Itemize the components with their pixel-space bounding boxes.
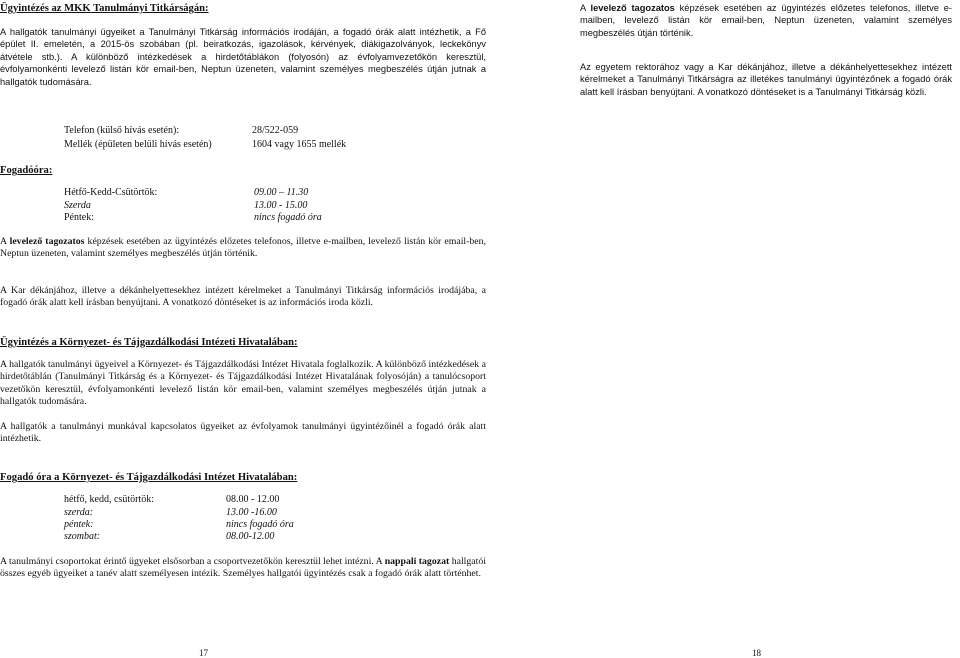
section-heading-mkk: Ügyintézés az MKK Tanulmányi Titkárságán: bbox=[0, 3, 209, 14]
emphasis-text: levelező tagozatos bbox=[590, 3, 675, 13]
rector-requests-paragraph: Az egyetem rektorához vagy a Kar dékánjához, illetve a dékánhelyettesekhez intézett kérelmeket a Tanulmányi Titkárságra az illetékes tanulmányi ügyintézőnek a fogadó órák alatt kell írásban benyújtani. A vonatkozó döntéseket is a Tanulmányi Titkárság közli. bbox=[580, 62, 952, 97]
hours2-day: szombat: bbox=[64, 531, 101, 542]
correspondence-paragraph: A levelező tagozatos képzések esetében az ügyintézés előzetes telefonos, illetve e-mailben, levelező listán kör email-ben, Neptun üzeneten, valamint személyes megbeszélés útján történik. bbox=[580, 3, 952, 38]
correspondence-paragraph: A levelező tagozatos képzések esetében az ügyintézés előzetes telefonos, illetve e-mailben, levelező listán kör email-ben, Neptun üzeneten, valamint személyes megbeszélés útján történik. bbox=[0, 236, 487, 260]
hours-day: Péntek: bbox=[64, 212, 94, 223]
hours2-day: hétfő, kedd, csütörtök: bbox=[64, 494, 154, 505]
hours-time: 13.00 - 15.00 bbox=[254, 200, 308, 211]
hours-time: nincs fogadó óra bbox=[254, 212, 322, 223]
hours2-time: 13.00 -16.00 bbox=[226, 507, 277, 518]
page-number: 18 bbox=[752, 648, 761, 658]
extension-value: 1604 vagy 1655 mellék bbox=[252, 139, 347, 150]
hours-day: Hétfő-Kedd-Csütörtök: bbox=[64, 187, 158, 198]
extension-label: Mellék (épületen belüli hívás esetén) bbox=[64, 139, 212, 150]
phone-value: 28/522-059 bbox=[252, 125, 299, 136]
group-matters-paragraph: A tanulmányi csoportokat érintő ügyeket elsősorban a csoportvezetőkön keresztül lehet intézni. A nappali tagozat hallgatói összes egyéb ügyeiket a tanév alatt személyesen intézik. Személyes hallgatói ügyintézés csak a fogadó órák alatt történhet. bbox=[0, 556, 486, 580]
hours-time: 09.00 – 11.30 bbox=[254, 187, 309, 198]
phone-label: Telefon (külső hívás esetén): bbox=[64, 125, 180, 136]
emphasis-text: nappali tagozat bbox=[384, 556, 450, 567]
hours-day: Szerda bbox=[64, 200, 91, 211]
dean-requests-paragraph: A Kar dékánjához, illetve a dékánhelyettesekhez intézett kérelmeket a Tanulmányi Titkárság információs irodájába, a fogadó órák alatt kell írásban benyújtani. A vonatkozó döntéseket is az információs iroda közli. bbox=[0, 285, 486, 309]
hours2-day: szerda: bbox=[64, 507, 94, 518]
page-number: 17 bbox=[199, 648, 208, 658]
hours2-time: 08.00 - 12.00 bbox=[226, 494, 280, 505]
hours2-time: nincs fogadó óra bbox=[226, 519, 294, 530]
intro-paragraph: A hallgatók tanulmányi ügyeiket a Tanulmányi Titkárság információs irodáján, a fogadó órák alatt intézhetik, a Fő épület II. emeletén, a 2015-ös szobában (pl. beiratkozás, igazolások, kérvények, diákigazolványok, leckekönyv átvétele stb.). A különböző intézkedések a hirdetőtáblákon (folyosón) az évfolyamvezetőkön keresztül, évfolyamonkénti levelező listán kör email-ben, Neptun üzeneten, valamint személyes megbeszélés útján jutnak a hallgatók tudomására. bbox=[0, 27, 486, 87]
institute-paragraph: A hallgatók tanulmányi ügyeivel a Környezet- és Tájgazdálkodási Intézet Hivatala foglalkozik. A különböző intézkedések a hirdetőtáblán (Tanulmányi Titkárság és a Környezet- és Tájgazdálkodási Intézet Hivatalának folyosóján) a tanulócsoport vezetőkön keresztül, évfolyamonkénti levelező listán kör email-ben, valamint személyes megbeszélés útján jutnak a hallgatók tudomására. bbox=[0, 359, 486, 408]
section-heading-institute-hours: Fogadó óra a Környezet- és Tájgazdálkodási Intézet Hivatalában: bbox=[0, 472, 298, 483]
emphasis-text: levelező tagozatos bbox=[9, 236, 85, 247]
section-heading-institute: Ügyintézés a Környezet- és Tájgazdálkodási Intézeti Hivatalában: bbox=[0, 337, 298, 348]
hours2-day: péntek: bbox=[64, 519, 94, 530]
hours2-time: 08.00-12.00 bbox=[226, 531, 275, 542]
office-hours-label: Fogadóóra: bbox=[0, 165, 53, 176]
coordinators-paragraph: A hallgatók a tanulmányi munkával kapcsolatos ügyeiket az évfolyamok tanulmányi ügyintézőinél a fogadó órák alatt intézhetik. bbox=[0, 421, 486, 445]
